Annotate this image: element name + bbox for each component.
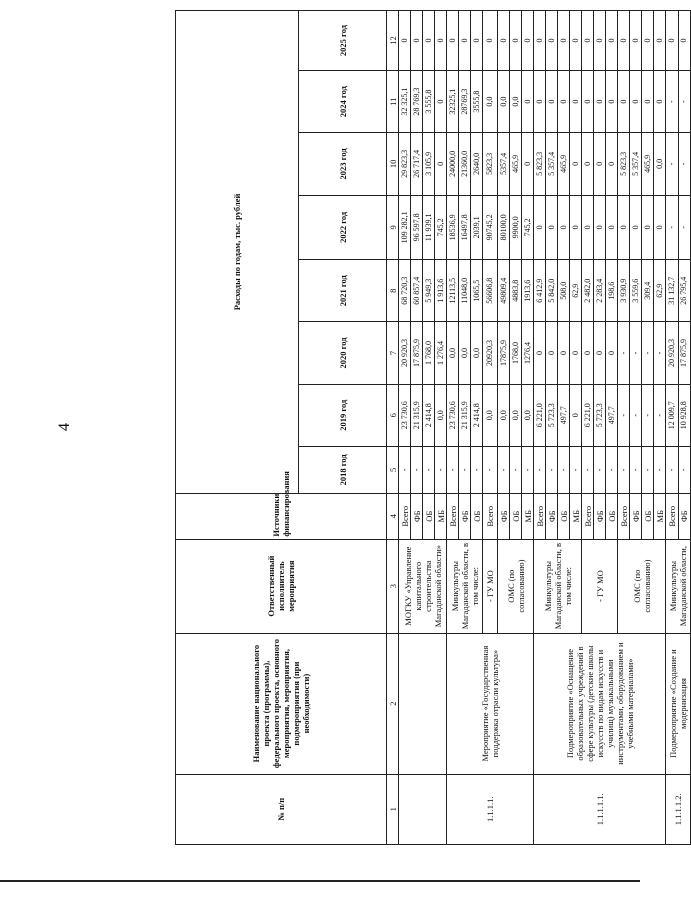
value-cell: 0 [558,11,570,71]
value-cell: 60 857,4 [411,260,423,322]
value-cell: 6 412,9 [534,260,546,322]
value-cell: 0 [546,71,558,133]
value-cell: 1065,5 [471,260,483,322]
table-row [666,11,679,845]
value-cell: 26 717,4 [411,133,423,195]
value-cell: 0 [606,71,618,133]
value-cell: 2 482,0 [582,260,594,322]
value-cell: 0 [399,11,411,71]
page-number: 4 [56,423,73,431]
executor-cell: - ГУ МО [582,539,618,633]
value-cell: 21360,0 [459,133,471,195]
value-cell: - [630,384,642,446]
header-expenses: Расходы по годам, тыс. рублей [176,11,299,494]
value-cell: 0 [435,133,447,195]
header-year: 2022 год [299,195,387,260]
value-cell: - [654,384,666,446]
source-cell: Всего [483,493,498,539]
value-cell: 109 282,1 [399,195,411,260]
value-cell: 0 [594,11,606,71]
value-cell: 12 009,7 [666,384,679,446]
value-cell: 5 357,4 [630,133,642,195]
value-cell: 2 283,4 [594,260,606,322]
value-cell: 745,2 [522,195,534,260]
value-cell: 0 [570,71,582,133]
value-cell: 0 [618,195,630,260]
value-cell: - [678,71,691,133]
column-number: 2 [387,633,399,774]
value-cell: - [618,322,630,384]
value-cell: 6 221,0 [534,384,546,446]
source-cell: Всего [534,493,546,539]
value-cell: 2 414,8 [471,384,483,446]
value-cell: - [654,446,666,493]
value-cell: 49809,4 [498,260,510,322]
header-year: 2018 год [299,446,387,493]
value-cell: 17 875,9 [411,322,423,384]
value-cell: 18536,9 [447,195,459,260]
value-cell: - [423,446,435,493]
value-cell: 0 [606,322,618,384]
value-cell: 0 [654,195,666,260]
table-row [534,11,546,845]
budget-table [175,10,691,845]
value-cell: 0,0 [447,322,459,384]
column-number: 9 [387,195,399,260]
header-source: Источники финансирования [176,493,387,539]
column-number: 8 [387,260,399,322]
value-cell: 0,0 [471,322,483,384]
value-cell: - [570,446,582,493]
value-cell: 0 [618,11,630,71]
value-cell: 56606,8 [483,260,498,322]
value-cell: - [483,446,498,493]
rotated-table-wrapper [175,10,690,845]
value-cell: 0 [654,11,666,71]
source-cell: ФБ [630,493,642,539]
value-cell: 465,9 [510,133,522,195]
value-cell: 12113,5 [447,260,459,322]
value-cell: 0 [594,133,606,195]
value-cell: 0 [642,71,654,133]
source-cell: ОБ [510,493,522,539]
value-cell: 5 842,0 [546,260,558,322]
value-cell: 2039,1 [471,195,483,260]
source-cell: Всего [582,493,594,539]
column-number: 12 [387,11,399,71]
value-cell: - [666,195,679,260]
value-cell: 0 [471,11,483,71]
bottom-rule [0,880,640,882]
value-cell: 0 [618,71,630,133]
value-cell: - [522,446,534,493]
value-cell: - [642,322,654,384]
value-cell: 0 [666,11,679,71]
column-number: 10 [387,133,399,195]
header-year: 2025 год [299,11,387,71]
number-cell: 1.1.1.1. [447,774,534,844]
value-cell: 3 559,6 [630,260,642,322]
value-cell: - [642,446,654,493]
value-cell: 0 [642,11,654,71]
value-cell: - [558,446,570,493]
value-cell: 96 597,8 [411,195,423,260]
value-cell: 16497,8 [459,195,471,260]
value-cell: 80100,0 [498,195,510,260]
header-year: 2023 год [299,133,387,195]
value-cell: 20 920,3 [666,322,679,384]
source-cell: Всего [618,493,630,539]
value-cell: 0 [582,322,594,384]
value-cell: 1768,0 [510,322,522,384]
value-cell: - [435,446,447,493]
table-row [447,11,459,845]
value-cell: 0 [582,11,594,71]
column-number: 6 [387,384,399,446]
value-cell: 9900,0 [510,195,522,260]
table-row [399,11,411,845]
value-cell: 0 [534,11,546,71]
name-cell: Мероприятие «Государственная поддержка отрасли культура» [447,633,534,774]
value-cell: 0 [522,71,534,133]
value-cell: - [582,446,594,493]
value-cell: 0 [459,11,471,71]
value-cell: 0 [570,11,582,71]
value-cell: 0,0 [498,384,510,446]
executor-cell: Минкультуры Магаданской области, [666,539,691,633]
value-cell: 5 823,3 [618,133,630,195]
value-cell: 0 [435,11,447,71]
value-cell: 0 [435,71,447,133]
source-cell: Всего [447,493,459,539]
value-cell: 0 [483,11,498,71]
value-cell: 0 [678,11,691,71]
value-cell: 0,0 [483,384,498,446]
header-year: 2019 год [299,384,387,446]
value-cell: 0 [654,71,666,133]
value-cell: - [630,446,642,493]
value-cell: 5 723,3 [594,384,606,446]
value-cell: 0 [582,195,594,260]
value-cell: 0 [510,11,522,71]
value-cell: 0 [546,11,558,71]
value-cell: 17 875,9 [678,322,691,384]
value-cell: 0 [558,71,570,133]
executor-cell: ОМС (по согласованию) [498,539,534,633]
value-cell: 28769,3 [459,71,471,133]
value-cell: 3 105,9 [423,133,435,195]
value-cell: 5357,4 [498,133,510,195]
value-cell: - [678,133,691,195]
value-cell: - [411,446,423,493]
value-cell: - [678,195,691,260]
value-cell: 1 913,6 [435,260,447,322]
value-cell: 23 730,6 [447,384,459,446]
source-cell: МБ [435,493,447,539]
name-cell: Подмероприятие «Оснащение образовательных учреждений в сфере культуры (детские школы искусств по видам искусств и училищ) музыкальными инструментами, оборудованием и учебными материалами» [534,633,666,774]
value-cell: 5 723,3 [546,384,558,446]
value-cell: 20 920,3 [399,322,411,384]
value-cell: 0 [522,133,534,195]
value-cell: 0 [642,195,654,260]
value-cell: 0 [606,133,618,195]
value-cell: 1 768,0 [423,322,435,384]
name-cell: Подмероприятие «Создание и модернизация [666,633,691,774]
value-cell: 0 [630,11,642,71]
value-cell: 3555,8 [471,71,483,133]
value-cell: 21 315,9 [411,384,423,446]
header-number: № п/п [176,774,387,844]
value-cell: - [447,446,459,493]
value-cell: - [510,446,522,493]
name-cell [399,633,447,774]
value-cell: 10 928,8 [678,384,691,446]
value-cell: 0 [594,195,606,260]
value-cell: 62,9 [654,260,666,322]
value-cell: 0,0 [459,322,471,384]
value-cell: - [498,446,510,493]
value-cell: - [678,446,691,493]
value-cell: 17875,9 [498,322,510,384]
value-cell: 32 325,1 [399,71,411,133]
value-cell: 90745,2 [483,195,498,260]
value-cell: - [630,322,642,384]
value-cell: 0 [558,322,570,384]
value-cell: 0,0 [435,384,447,446]
value-cell: - [606,446,618,493]
value-cell: 1 276,4 [435,322,447,384]
value-cell: 0 [606,11,618,71]
value-cell: 0 [582,133,594,195]
value-cell: - [594,446,606,493]
value-cell: - [666,133,679,195]
value-cell: 2 414,8 [423,384,435,446]
value-cell: 0,0 [510,71,522,133]
value-cell: 11048,0 [459,260,471,322]
value-cell: 68 720,3 [399,260,411,322]
value-cell: 0 [447,11,459,71]
value-cell: 2640,0 [471,133,483,195]
value-cell: 4883,8 [510,260,522,322]
value-cell: - [666,71,679,133]
value-cell: 0 [570,322,582,384]
header-year: 2020 год [299,322,387,384]
executor-cell: ОМС (по согласованию) [618,539,666,633]
value-cell: - [642,384,654,446]
value-cell: - [546,446,558,493]
source-cell: ОБ [423,493,435,539]
value-cell: - [654,322,666,384]
value-cell: 0 [423,11,435,71]
value-cell: 0 [570,133,582,195]
value-cell: 20920,3 [483,322,498,384]
value-cell: 5823,3 [483,133,498,195]
value-cell: 0 [498,11,510,71]
number-cell [399,774,447,844]
source-cell: ОБ [558,493,570,539]
executor-cell: МОГКУ «Управление капитального строительства Магаданской области» [399,539,447,633]
value-cell: 497,7 [558,384,570,446]
value-cell: 11 939,1 [423,195,435,260]
value-cell: 497,7 [606,384,618,446]
executor-cell: Минкультуры Магаданской области, в том числе: [534,539,582,633]
value-cell: 0 [570,195,582,260]
value-cell: - [534,446,546,493]
header-year: 2021 год [299,260,387,322]
column-number: 3 [387,539,399,633]
value-cell: 1913,6 [522,260,534,322]
value-cell: - [618,384,630,446]
source-cell: МБ [654,493,666,539]
value-cell: 198,6 [606,260,618,322]
source-cell: ФБ [459,493,471,539]
value-cell: 62,9 [570,260,582,322]
column-number: 4 [387,493,399,539]
value-cell: 5 357,4 [546,133,558,195]
value-cell: 0 [534,195,546,260]
value-cell: - [459,446,471,493]
value-cell: - [618,446,630,493]
column-number: 1 [387,774,399,844]
value-cell: 0 [558,195,570,260]
value-cell: 0 [546,195,558,260]
source-cell: Всего [666,493,679,539]
source-cell: ОБ [642,493,654,539]
value-cell: 21 315,9 [459,384,471,446]
source-cell: МБ [570,493,582,539]
value-cell: 0 [630,195,642,260]
source-cell: ФБ [498,493,510,539]
column-number: 7 [387,322,399,384]
header-name: Наименование национального проекта (программы), федерального проекта, основного мероприятия, мероприятия, подмероприятия (при необходимости) [176,633,387,774]
value-cell: 23 730,6 [399,384,411,446]
source-cell: ФБ [678,493,691,539]
source-cell: ОБ [471,493,483,539]
value-cell: 6 221,0 [582,384,594,446]
header-executor: Ответственный исполнитель мероприятия [176,539,387,633]
value-cell: 32325,1 [447,71,459,133]
value-cell: - [471,446,483,493]
source-cell: ФБ [546,493,558,539]
value-cell: 0,0 [483,71,498,133]
value-cell: 0 [594,71,606,133]
column-number: 5 [387,446,399,493]
source-cell: МБ [522,493,534,539]
executor-cell: - ГУ МО [483,539,498,633]
source-cell: ФБ [411,493,423,539]
value-cell: 745,2 [435,195,447,260]
value-cell: 0 [582,71,594,133]
value-cell: 0 [534,71,546,133]
number-cell: 1.1.1.1.1. [534,774,666,844]
value-cell: 0 [522,11,534,71]
column-number: 11 [387,71,399,133]
value-cell: 24000,0 [447,133,459,195]
value-cell: 28 769,3 [411,71,423,133]
value-cell: - [666,446,679,493]
source-cell: ФБ [594,493,606,539]
number-cell: 1.1.1.1.2. [666,774,691,844]
value-cell: 0 [546,322,558,384]
value-cell: 0 [411,11,423,71]
table-body [399,11,691,845]
value-cell: 3 555,8 [423,71,435,133]
value-cell: 29 823,3 [399,133,411,195]
value-cell: 0,0 [654,133,666,195]
table-header [176,11,399,845]
source-cell: ОБ [606,493,618,539]
value-cell: 3 930,9 [618,260,630,322]
value-cell: 465,9 [558,133,570,195]
value-cell: 0,0 [498,71,510,133]
value-cell: 465,9 [642,133,654,195]
value-cell: 31 132,7 [666,260,679,322]
value-cell: 0,0 [522,384,534,446]
value-cell: 508,0 [558,260,570,322]
value-cell: 0,0 [510,384,522,446]
value-cell: 0 [630,71,642,133]
value-cell: - [399,446,411,493]
value-cell: 0 [606,195,618,260]
source-cell: Всего [399,493,411,539]
value-cell: 0 [534,322,546,384]
value-cell: 0 [594,322,606,384]
header-year: 2024 год [299,71,387,133]
value-cell: 5 949,3 [423,260,435,322]
value-cell: 0 [570,384,582,446]
value-cell: 1276,4 [522,322,534,384]
value-cell: 309,4 [642,260,654,322]
executor-cell: Минкультуры Магаданской области, в том числе: [447,539,483,633]
value-cell: 5 823,3 [534,133,546,195]
value-cell: 26 795,4 [678,260,691,322]
